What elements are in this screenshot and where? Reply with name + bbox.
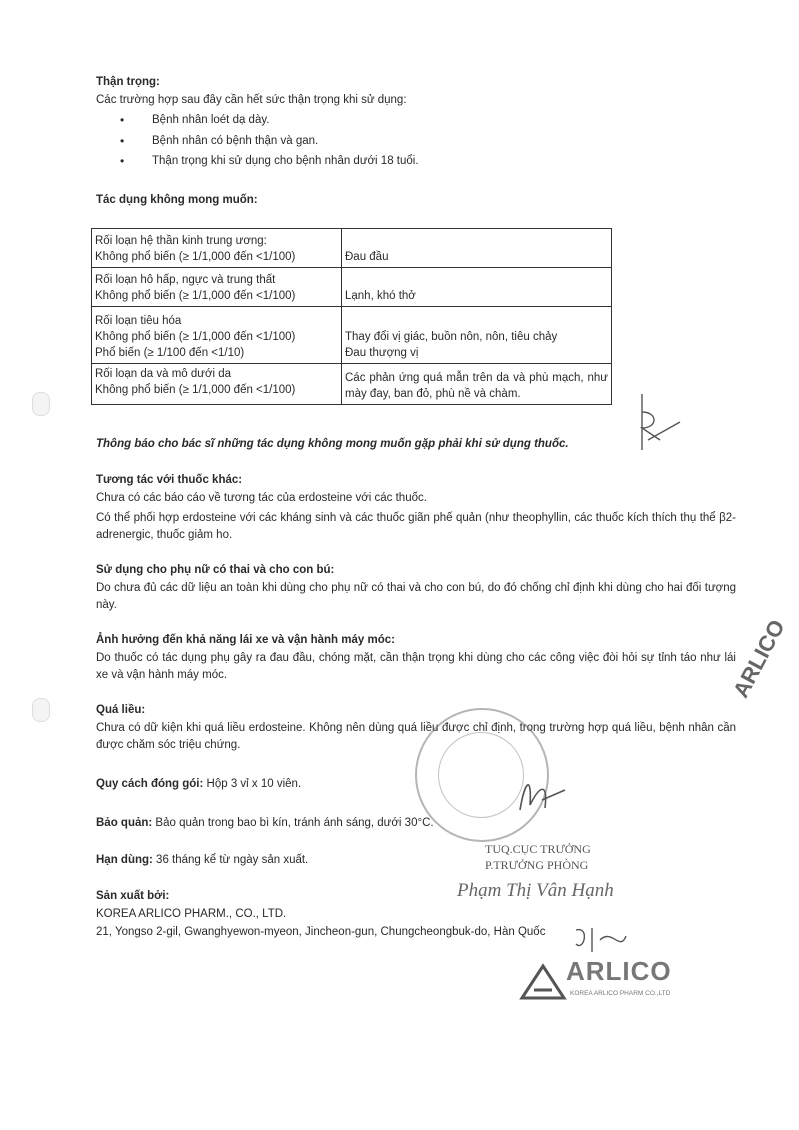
- manufacturer-address: 21, Yongso 2-gil, Gwanghyewon-myeon, Jincheon-gun, Chungcheongbuk-do, Hàn Quốc: [96, 926, 546, 938]
- table-cell: [342, 229, 612, 268]
- handwritten-initials-icon: [570, 922, 630, 956]
- table-cell: [92, 229, 342, 268]
- margin-mark-icon: [628, 392, 683, 452]
- shelf-life-line: [96, 852, 308, 869]
- signature-title-1: TUQ.CỤC TRƯỞNG: [485, 842, 591, 856]
- cell-line: Lạnh, khó thở: [345, 290, 416, 302]
- overdose-title: Quá liều:: [96, 704, 146, 716]
- interactions-text-2: Có thể phối hợp erdosteine với các kháng sinh và các thuốc giãn phế quản (như theophyllin, các thuốc kích thích thụ thể β2-adrenergic, thuốc giảm ho.: [96, 512, 736, 541]
- storage-label: Bảo quản:: [96, 817, 153, 829]
- logo-text: ARLICO: [566, 956, 672, 986]
- table-cell: [92, 268, 342, 307]
- cell-line: Thay đổi vị giác, buồn nôn, nôn, tiêu chảy: [345, 331, 558, 343]
- adverse-title: Tác dụng không mong muốn:: [96, 194, 258, 206]
- cell-line: Phổ biến (≥ 1/100 đến <1/10): [95, 347, 245, 359]
- packaging-line: [96, 776, 301, 793]
- overdose-text: Chưa có dữ kiện khi quá liều erdosteine. Không nên dùng quá liều được chỉ định, trong trường hợp quá liều, bệnh nhân cần được chăm sóc triệu chứng.: [96, 722, 736, 751]
- table-cell: [342, 307, 612, 364]
- cell-line: Đau đầu: [345, 251, 389, 263]
- punch-hole: [32, 392, 50, 416]
- precautions-title: Thận trọng:: [96, 76, 160, 88]
- list-item: • Bệnh nhân loét dạ dày.: [96, 110, 419, 131]
- interactions-text-1: Chưa có các báo cáo về tương tác của erdosteine với các thuốc.: [96, 492, 427, 504]
- packaging-value: Hộp 3 vỉ x 10 viên.: [203, 778, 302, 790]
- shelf-life-label: Hạn dùng:: [96, 854, 153, 866]
- cell-line: Không phổ biến (≥ 1/1,000 đến <1/100): [95, 290, 296, 302]
- storage-line: [96, 815, 434, 832]
- cell-line: Các phản ứng quá mẫn trên da và phù mạch, như mày đay, ban đỏ, phù nề và chàm.: [345, 372, 608, 400]
- manufacturer-label: Sản xuất bởi:: [96, 890, 170, 902]
- signature-name: Phạm Thị Vân Hạnh: [457, 880, 614, 901]
- cell-line: Đau thượng vị: [345, 347, 419, 359]
- cell-line: Không phổ biến (≥ 1/1,000 đến <1/100): [95, 384, 296, 396]
- manufacturer-name: KOREA ARLICO PHARM., CO., LTD.: [96, 908, 287, 920]
- signature-title-2: P.TRƯỞNG PHÒNG: [485, 858, 589, 872]
- table-cell: [342, 364, 612, 405]
- table-row: [92, 229, 612, 268]
- cell-line: Không phổ biến (≥ 1/1,000 đến <1/100): [95, 251, 296, 263]
- table-row: [92, 364, 612, 405]
- cell-line: Rối loạn da và mô dưới da: [95, 368, 232, 380]
- bottom-logo-caption: KOREA ARLICO PHARM CO.,LTD: [570, 990, 671, 997]
- cell-line: Rối loạn hô hấp, ngực và trung thất: [95, 274, 276, 286]
- interactions-title: Tương tác với thuốc khác:: [96, 474, 243, 486]
- packaging-label: Quy cách đóng gói:: [96, 778, 204, 790]
- punch-hole: [32, 698, 50, 722]
- handwritten-signature-icon: [510, 770, 570, 820]
- driving-title: Ảnh hưởng đến khả năng lái xe và vận hành máy móc:: [96, 634, 395, 646]
- driving-text: Do thuốc có tác dụng phụ gây ra đau đầu, chóng mặt, cần thận trọng khi dùng cho các công việc đòi hỏi sự tỉnh táo như lái xe và vận hành máy móc.: [96, 652, 736, 681]
- table-row: [92, 268, 612, 307]
- cell-line: Rối loạn hệ thần kinh trung ương:: [95, 235, 267, 247]
- list-item: • Bệnh nhân có bệnh thận và gan.: [96, 131, 419, 152]
- arlico-logo-triangle-icon: [518, 960, 568, 1002]
- precautions-intro: Các trường hợp sau đây cần hết sức thận trọng khi sử dụng:: [96, 94, 407, 106]
- logo-text: ARLICO: [728, 615, 790, 702]
- table-cell: [342, 268, 612, 307]
- shelf-life-value: 36 tháng kể từ ngày sản xuất.: [152, 854, 309, 866]
- adverse-note: Thông báo cho bác sĩ những tác dụng không mong muốn gặp phải khi sử dụng thuốc.: [96, 438, 569, 450]
- table-cell: [92, 364, 342, 405]
- precautions-list: [96, 110, 419, 172]
- bottom-logo: [566, 956, 672, 987]
- pregnancy-title: Sử dụng cho phụ nữ có thai và cho con bú:: [96, 564, 335, 576]
- list-item: • Thận trọng khi sử dụng cho bệnh nhân dưới 18 tuổi.: [96, 151, 419, 172]
- table-cell: [92, 307, 342, 364]
- cell-line: Rối loạn tiêu hóa: [95, 315, 182, 327]
- company-stamp-logo: [728, 616, 791, 703]
- cell-line: Không phổ biến (≥ 1/1,000 đến <1/100): [95, 331, 296, 343]
- storage-value: Bảo quản trong bao bì kín, tránh ánh sáng, dưới 30°C.: [152, 817, 434, 829]
- table-row: [92, 307, 612, 364]
- pregnancy-text: Do chưa đủ các dữ liệu an toàn khi dùng cho phụ nữ có thai và cho con bú, do đó chống chỉ định khi dùng cho hai đối tượng này.: [96, 582, 736, 611]
- adverse-effects-table: [91, 228, 612, 405]
